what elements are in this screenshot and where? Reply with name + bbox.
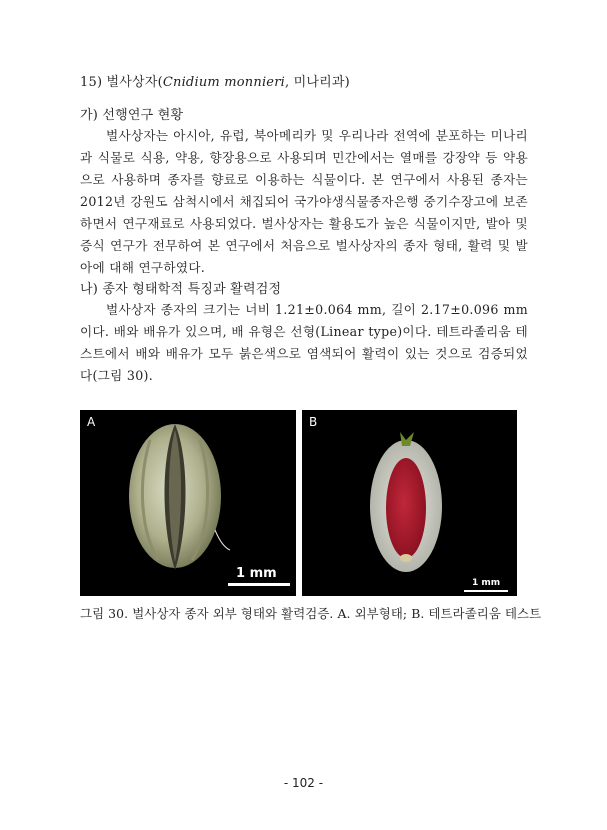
subsection-heading-b: 나) 종자 형태학적 특징과 활력검정 [80, 282, 282, 297]
scale-label-b: 1 mm [472, 578, 501, 588]
page-number: - 102 - [283, 776, 324, 790]
scale-bar-b [464, 590, 508, 592]
subsection-heading-a: 가) 선행연구 현황 [80, 108, 184, 123]
panel-a-label: A [87, 415, 96, 429]
scientific-name: Cnidium monnieri [162, 75, 285, 90]
paragraph-seed-morphology: 벌사상자 종자의 크기는 너비 1.21±0.064 mm, 길이 2.17±0.096 mm이다. 배와 배유가 있으며, 배 유형은 선형(Linear type)이다. 테트라졸리움 테스트에서 배와 배유가 모두 붉은색으로 염색되어 활력이 있는 것으로 검증되었다(그림 30). [80, 302, 528, 383]
figure-panel-b [302, 410, 517, 596]
section-title: 15) 벌사상자(Cnidium monnieri, 미나리과) [80, 75, 350, 90]
scale-label-a: 1 mm [236, 566, 277, 581]
paragraph-previous-research: 벌사상자는 아시아, 유럽, 북아메리카 및 우리나라 전역에 분포하는 미나리과 식물로 식용, 약용, 향장용으로 사용되며 민간에서는 열매를 강장약 등 약용으로 사용하며 종자를 향료로 이용하는 식물이다. 본 연구에서 사용된 종자는 2012년 강원도 삼척시에서 채집되어 국가야생식물종자은행 중기수장고에 보존하면서 연구재료로 사용되었다. 벌사상자는 활용도가 높은 식물이지만, 발아 및 증식 연구가 전무하여 본 연구에서 처음으로 벌사상자의 종자 형태, 활력 및 발아에 대해 연구하였다. [80, 128, 528, 275]
scale-bar-a [228, 583, 290, 586]
seed-tetrazolium-image [302, 410, 517, 596]
panel-b-label: B [309, 415, 318, 429]
figure-panel-a [80, 410, 296, 596]
figure-caption: 그림 30. 벌사상자 종자 외부 형태와 활력검증. A. 외부형태; B. 테트라졸리움 테스트 [80, 606, 542, 621]
